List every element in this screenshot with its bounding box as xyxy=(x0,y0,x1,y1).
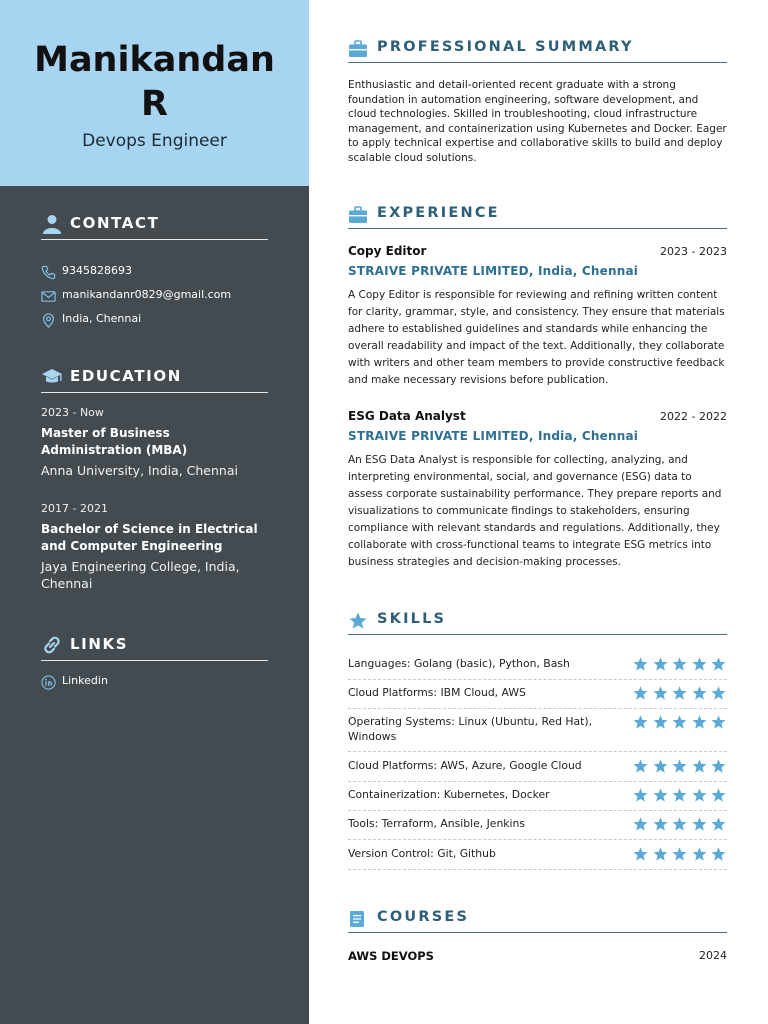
job-title: Copy Editor xyxy=(348,244,427,258)
rating-star-icon xyxy=(633,657,648,671)
courses-heading: COURSES xyxy=(348,909,727,933)
course-title: AWS DEVOPS xyxy=(348,949,434,963)
mail-icon xyxy=(41,289,56,304)
rating-star-icon xyxy=(692,817,707,831)
skill-row xyxy=(348,817,727,840)
name-header xyxy=(0,0,309,186)
skill-rating xyxy=(633,715,727,729)
skill-row xyxy=(348,715,727,752)
rating-star-icon xyxy=(672,817,687,831)
summary-heading: PROFESSIONAL SUMMARY xyxy=(348,39,727,63)
job-years: 2023 - 2023 xyxy=(660,245,727,258)
education-school: Jaya Engineering College, India, Chennai xyxy=(41,559,240,591)
rating-star-icon xyxy=(672,657,687,671)
job-company: STRAIVE PRIVATE LIMITED, India, Chennai xyxy=(348,264,639,278)
document-icon xyxy=(348,910,368,928)
rating-star-icon xyxy=(692,847,707,861)
rating-star-icon xyxy=(633,759,648,773)
rating-star-icon xyxy=(711,657,726,671)
rating-star-icon xyxy=(633,788,648,802)
education-heading: EDUCATION xyxy=(41,367,268,393)
rating-star-icon xyxy=(653,847,668,861)
location-pin-icon xyxy=(41,313,56,328)
skill-label: Operating Systems: Linux (Ubuntu, Red Hat), Windows xyxy=(348,715,593,743)
skill-row xyxy=(348,788,727,811)
skill-rating xyxy=(633,657,727,671)
skill-rating xyxy=(633,788,727,802)
briefcase-icon xyxy=(348,40,368,58)
skills-heading: SKILLS xyxy=(348,611,727,635)
briefcase-icon xyxy=(348,206,368,224)
phone-icon xyxy=(41,265,56,280)
rating-star-icon xyxy=(633,715,648,729)
rating-star-icon xyxy=(692,715,707,729)
job-years: 2022 - 2022 xyxy=(660,410,727,423)
job-description: An ESG Data Analyst is responsible for collecting, analyzing, and interpreting environmental, social, and governance (ESG) data to assess corporate sustainability performance. They prepare reports and visualizations to communicate findings to stakeholders, ensuring compliance with relevant standards and regulations. Additionally, they collaborate with cross-functional teams to integrate ESG metrics into business strategies and decision-making processes. xyxy=(348,454,722,568)
rating-star-icon xyxy=(653,788,668,802)
rating-star-icon xyxy=(711,788,726,802)
skill-rating xyxy=(633,847,727,861)
rating-star-icon xyxy=(692,788,707,802)
course-year: 2024 xyxy=(699,949,727,962)
rating-star-icon xyxy=(711,715,726,729)
link-icon xyxy=(41,635,63,655)
education-degree: Master of Business Administration (MBA) xyxy=(41,426,188,457)
job-description: A Copy Editor is responsible for reviewing and refining written content for clarity, grammar, style, and consistency. They ensure that materials adhere to established guidelines and standards while enhancing the overall readability and impact of the text. Additionally, they collaborate with writers and other team members to provide constructive feedback and make necessary revisions before publication. xyxy=(348,289,725,386)
summary-text: Enthusiastic and detail-oriented recent graduate with a strong foundation in automation engineering, software development, and cloud technologies. Skilled in troubleshooting, cloud infrastructure management, and containerization using Kubernetes and Docker. Eager to apply technical expertise and collaborative skills to build and deploy scalable cloud solutions. xyxy=(348,79,727,164)
rating-star-icon xyxy=(633,847,648,861)
candidate-name: Manikandan R xyxy=(34,40,275,124)
skill-label: Tools: Terraform, Ansible, Jenkins xyxy=(348,817,526,830)
skill-row xyxy=(348,759,727,782)
contact-heading: CONTACT xyxy=(41,214,268,240)
rating-star-icon xyxy=(711,847,726,861)
skill-row xyxy=(348,847,727,870)
rating-star-icon xyxy=(653,817,668,831)
experience-heading: EXPERIENCE xyxy=(348,205,727,229)
education-date: 2017 - 2021 xyxy=(41,502,108,515)
rating-star-icon xyxy=(653,686,668,700)
rating-star-icon xyxy=(633,817,648,831)
rating-star-icon xyxy=(653,715,668,729)
star-icon xyxy=(348,612,368,630)
education-school: Anna University, India, Chennai xyxy=(41,463,238,478)
rating-star-icon xyxy=(672,759,687,773)
graduation-cap-icon xyxy=(41,367,63,387)
rating-star-icon xyxy=(692,759,707,773)
rating-star-icon xyxy=(692,686,707,700)
skill-rating xyxy=(633,686,727,700)
education-item xyxy=(41,502,271,592)
skill-label: Cloud Platforms: IBM Cloud, AWS xyxy=(348,686,526,699)
skill-label: Cloud Platforms: AWS, Azure, Google Cloud xyxy=(348,759,582,772)
rating-star-icon xyxy=(672,686,687,700)
job-role: Devops Engineer xyxy=(82,131,227,151)
skill-row xyxy=(348,686,727,709)
skill-row xyxy=(348,657,727,680)
rating-star-icon xyxy=(711,759,726,773)
skill-rating xyxy=(633,817,727,831)
education-date: 2023 - Now xyxy=(41,406,104,419)
rating-star-icon xyxy=(711,817,726,831)
rating-star-icon xyxy=(672,715,687,729)
rating-star-icon xyxy=(692,657,707,671)
skill-label: Version Control: Git, Github xyxy=(348,847,496,860)
job-title: ESG Data Analyst xyxy=(348,409,466,423)
education-degree: Bachelor of Science in Electrical and Computer Engineering xyxy=(41,522,258,553)
rating-star-icon xyxy=(653,759,668,773)
education-item xyxy=(41,406,271,479)
rating-star-icon xyxy=(633,686,648,700)
skill-label: Languages: Golang (basic), Python, Bash xyxy=(348,657,570,670)
rating-star-icon xyxy=(711,686,726,700)
skill-label: Containerization: Kubernetes, Docker xyxy=(348,788,550,801)
linkedin-icon xyxy=(41,675,56,690)
rating-star-icon xyxy=(653,657,668,671)
links-heading: LINKS xyxy=(41,635,268,661)
rating-star-icon xyxy=(672,788,687,802)
rating-star-icon xyxy=(672,847,687,861)
person-icon xyxy=(41,214,63,234)
skill-rating xyxy=(633,759,727,773)
job-company: STRAIVE PRIVATE LIMITED, India, Chennai xyxy=(348,429,639,443)
